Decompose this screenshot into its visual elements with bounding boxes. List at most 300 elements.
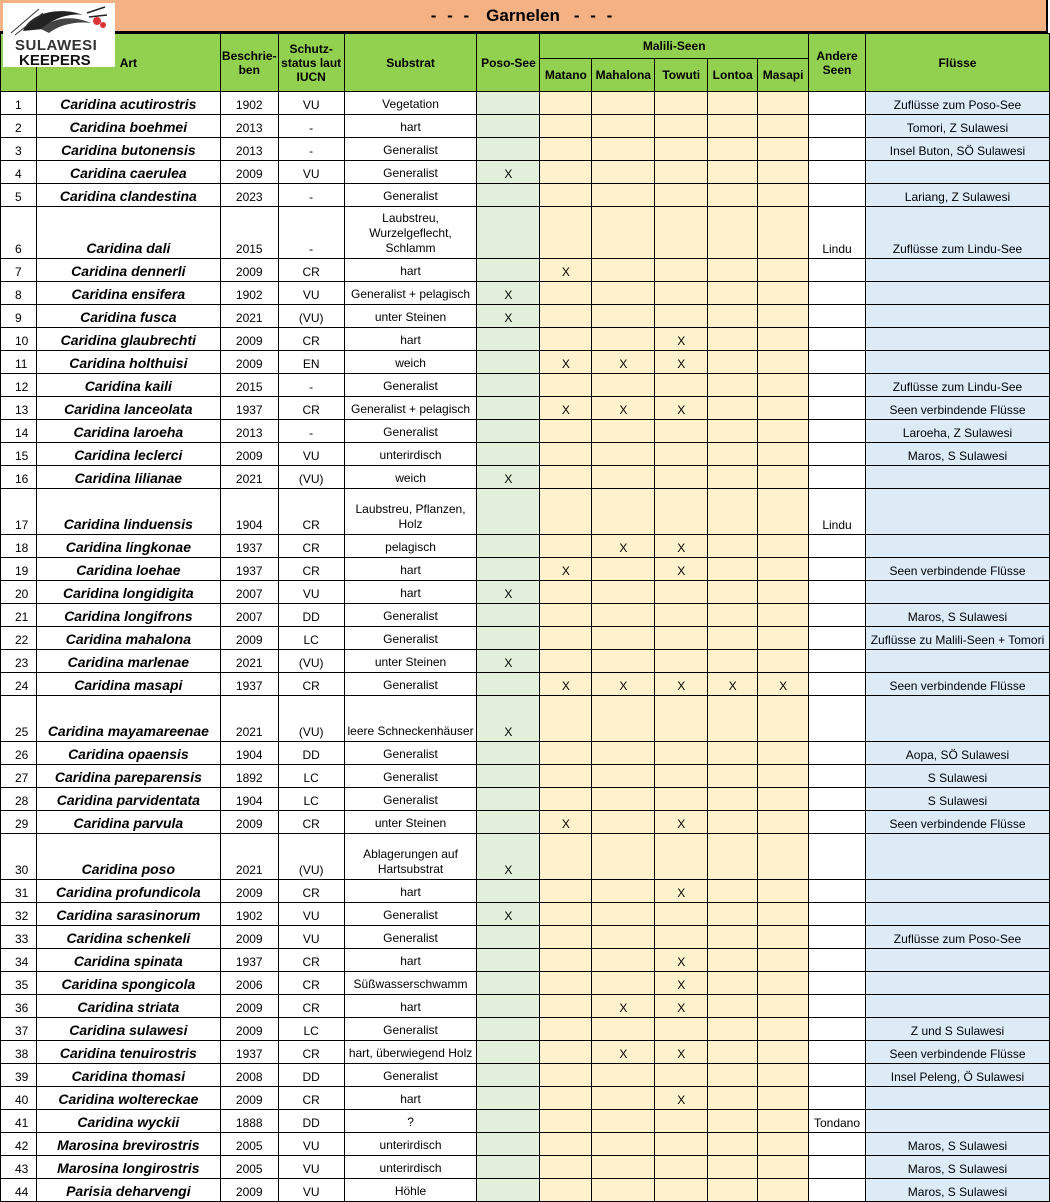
year-described: 2021 [220,466,278,489]
masapi-mark [758,581,809,604]
mahalona-mark [592,489,655,535]
substrate: hart [344,581,477,604]
year-described: 2021 [220,696,278,742]
matano-mark [540,581,592,604]
species-name: Caridina ensifera [36,282,220,305]
river: S Sulawesi [865,765,1049,788]
matano-mark [540,1156,592,1179]
masapi-mark [758,1133,809,1156]
species-name: Caridina wyckii [36,1110,220,1133]
other-lake [809,880,866,903]
row-number: 11 [1,351,37,374]
poso-see-mark [477,995,540,1018]
matano-mark [540,742,592,765]
year-described: 1937 [220,558,278,581]
table-row [1,282,1050,305]
other-lake [809,184,866,207]
poso-see-mark [477,207,540,259]
matano-mark [540,535,592,558]
mahalona-mark [592,305,655,328]
masapi-mark [758,788,809,811]
towuti-mark [655,466,708,489]
lontoa-mark [708,1041,758,1064]
substrate: ? [344,1110,477,1133]
masapi-mark [758,627,809,650]
matano-mark [540,92,592,115]
year-described: 2007 [220,604,278,627]
substrate: Generalist [344,627,477,650]
masapi-mark [758,351,809,374]
header-towuti: Towuti [655,59,708,92]
poso-see-mark [477,1156,540,1179]
iucn-status: LC [278,765,344,788]
masapi-mark [758,949,809,972]
header-art: Art [36,34,220,92]
other-lake [809,305,866,328]
species-name: Caridina leclerci [36,443,220,466]
year-described: 1904 [220,489,278,535]
header-poso-see: Poso-See [477,34,540,92]
towuti-mark [655,1110,708,1133]
substrate: weich [344,351,477,374]
header-beschrieben: Beschrie-ben [220,34,278,92]
iucn-status: VU [278,92,344,115]
species-name: Caridina sarasinorum [36,903,220,926]
iucn-status: - [278,115,344,138]
substrate: Generalist [344,742,477,765]
masapi-mark [758,115,809,138]
mahalona-mark [592,696,655,742]
masapi-mark [758,811,809,834]
lontoa-mark [708,926,758,949]
other-lake [809,903,866,926]
species-name: Caridina opaensis [36,742,220,765]
poso-see-mark [477,1041,540,1064]
header-substrat: Substrat [344,34,477,92]
lontoa-mark [708,535,758,558]
iucn-status: CR [278,1041,344,1064]
lontoa-mark [708,949,758,972]
iucn-status: CR [278,489,344,535]
poso-see-mark [477,1018,540,1041]
substrate: Generalist [344,1064,477,1087]
substrate: Generalist [344,604,477,627]
river [865,949,1049,972]
species-name: Caridina laroeha [36,420,220,443]
lontoa-mark [708,995,758,1018]
poso-see-mark [477,397,540,420]
table-row [1,949,1050,972]
iucn-status: (VU) [278,834,344,880]
towuti-mark [655,207,708,259]
river: Tomori, Z Sulawesi [865,115,1049,138]
towuti-mark [655,443,708,466]
matano-mark [540,1018,592,1041]
lontoa-mark [708,282,758,305]
other-lake [809,420,866,443]
lontoa-mark [708,972,758,995]
other-lake [809,834,866,880]
lontoa-mark [708,581,758,604]
lontoa-mark [708,558,758,581]
row-number: 7 [1,259,37,282]
year-described: 2009 [220,811,278,834]
mahalona-mark [592,972,655,995]
row-number: 42 [1,1133,37,1156]
substrate: Generalist + pelagisch [344,397,477,420]
table-row [1,696,1050,742]
masapi-mark [758,650,809,673]
row-number: 36 [1,995,37,1018]
species-name: Caridina mahalona [36,627,220,650]
masapi-mark [758,1156,809,1179]
matano-mark: X [540,811,592,834]
species-name: Caridina longidigita [36,581,220,604]
year-described: 2009 [220,1087,278,1110]
masapi-mark [758,420,809,443]
substrate: Ablagerungen auf Hartsubstrat [344,834,477,880]
substrate: Generalist [344,903,477,926]
masapi-mark [758,1110,809,1133]
substrate: Generalist [344,788,477,811]
river [865,972,1049,995]
masapi-mark [758,1179,809,1202]
poso-see-mark [477,138,540,161]
matano-mark [540,765,592,788]
row-number: 44 [1,1179,37,1202]
lontoa-mark [708,489,758,535]
row-number: 16 [1,466,37,489]
year-described: 1937 [220,535,278,558]
iucn-status: LC [278,788,344,811]
matano-mark [540,696,592,742]
iucn-status: CR [278,535,344,558]
substrate: Generalist [344,184,477,207]
matano-mark [540,995,592,1018]
river: Seen verbindende Flüsse [865,673,1049,696]
species-name: Caridina thomasi [36,1064,220,1087]
other-lake [809,282,866,305]
poso-see-mark [477,535,540,558]
masapi-mark [758,161,809,184]
table-row [1,535,1050,558]
table-row [1,443,1050,466]
iucn-status: VU [278,926,344,949]
row-number: 22 [1,627,37,650]
lontoa-mark [708,1018,758,1041]
matano-mark [540,115,592,138]
lontoa-mark [708,328,758,351]
poso-see-mark: X [477,696,540,742]
table-row [1,115,1050,138]
table-row [1,305,1050,328]
row-number: 30 [1,834,37,880]
other-lake [809,259,866,282]
towuti-mark [655,1156,708,1179]
row-number: 24 [1,673,37,696]
row-number: 8 [1,282,37,305]
logo-line-1: SULAWESI [15,37,98,54]
river [865,650,1049,673]
towuti-mark [655,161,708,184]
lontoa-mark [708,903,758,926]
row-number: 38 [1,1041,37,1064]
towuti-mark [655,1179,708,1202]
matano-mark: X [540,259,592,282]
mahalona-mark [592,765,655,788]
mahalona-mark [592,184,655,207]
mahalona-mark [592,328,655,351]
species-name: Caridina profundicola [36,880,220,903]
other-lake [809,581,866,604]
mahalona-mark [592,742,655,765]
river: Lariang, Z Sulawesi [865,184,1049,207]
year-described: 1902 [220,92,278,115]
iucn-status: DD [278,1110,344,1133]
species-name: Caridina parvula [36,811,220,834]
substrate: unter Steinen [344,811,477,834]
matano-mark: X [540,558,592,581]
species-name: Caridina butonensis [36,138,220,161]
mahalona-mark [592,282,655,305]
page-title: Garnelen [486,5,560,25]
substrate: Höhle [344,1179,477,1202]
species-name: Caridina acutirostris [36,92,220,115]
header-fluesse: Flüsse [865,34,1049,92]
row-number: 5 [1,184,37,207]
poso-see-mark [477,673,540,696]
towuti-mark [655,765,708,788]
river: Seen verbindende Flüsse [865,397,1049,420]
iucn-status: VU [278,161,344,184]
lontoa-mark [708,351,758,374]
masapi-mark [758,926,809,949]
river: Maros, S Sulawesi [865,604,1049,627]
river: Maros, S Sulawesi [865,1133,1049,1156]
lontoa-mark [708,1133,758,1156]
substrate: hart, überwiegend Holz [344,1041,477,1064]
year-described: 2009 [220,1179,278,1202]
row-number: 26 [1,742,37,765]
sulawesi-keepers-logo [3,3,115,67]
mahalona-mark [592,788,655,811]
other-lake [809,696,866,742]
river: Maros, S Sulawesi [865,1156,1049,1179]
matano-mark [540,1133,592,1156]
masapi-mark [758,92,809,115]
lontoa-mark [708,742,758,765]
matano-mark: X [540,673,592,696]
towuti-mark [655,282,708,305]
towuti-mark: X [655,811,708,834]
matano-mark [540,207,592,259]
lontoa-mark [708,1156,758,1179]
species-name: Caridina masapi [36,673,220,696]
row-number: 27 [1,765,37,788]
poso-see-mark: X [477,650,540,673]
species-name: Caridina holthuisi [36,351,220,374]
table-row [1,328,1050,351]
row-number: 3 [1,138,37,161]
towuti-mark: X [655,880,708,903]
species-name: Caridina caerulea [36,161,220,184]
other-lake [809,1018,866,1041]
mahalona-mark [592,207,655,259]
table-row [1,420,1050,443]
mahalona-mark [592,1133,655,1156]
masapi-mark [758,259,809,282]
matano-mark: X [540,397,592,420]
iucn-status: LC [278,1018,344,1041]
species-name: Caridina pareparensis [36,765,220,788]
iucn-status: VU [278,581,344,604]
mahalona-mark: X [592,397,655,420]
iucn-status: (VU) [278,305,344,328]
year-described: 2005 [220,1156,278,1179]
river [865,696,1049,742]
river [865,161,1049,184]
iucn-status: (VU) [278,650,344,673]
matano-mark [540,489,592,535]
river: Zuflüsse zum Poso-See [865,92,1049,115]
other-lake [809,1156,866,1179]
lontoa-mark [708,627,758,650]
river [865,535,1049,558]
iucn-status: VU [278,282,344,305]
iucn-status: DD [278,1064,344,1087]
poso-see-mark [477,374,540,397]
substrate: unterirdisch [344,1156,477,1179]
lontoa-mark [708,1064,758,1087]
year-described: 1904 [220,742,278,765]
species-name: Caridina spongicola [36,972,220,995]
towuti-mark: X [655,328,708,351]
towuti-mark: X [655,1041,708,1064]
substrate: Generalist [344,765,477,788]
lontoa-mark [708,161,758,184]
masapi-mark [758,903,809,926]
other-lake [809,351,866,374]
matano-mark [540,1064,592,1087]
year-described: 1902 [220,282,278,305]
matano-mark [540,650,592,673]
towuti-mark [655,1064,708,1087]
mahalona-mark [592,138,655,161]
year-described: 2013 [220,420,278,443]
river [865,328,1049,351]
table-row [1,926,1050,949]
lontoa-mark [708,443,758,466]
row-number: 35 [1,972,37,995]
iucn-status: LC [278,627,344,650]
river: Laroeha, Z Sulawesi [865,420,1049,443]
year-described: 1937 [220,1041,278,1064]
row-number: 25 [1,696,37,742]
river [865,489,1049,535]
other-lake [809,627,866,650]
poso-see-mark: X [477,834,540,880]
species-name: Caridina fusca [36,305,220,328]
iucn-status: - [278,207,344,259]
mahalona-mark [592,1179,655,1202]
lontoa-mark [708,696,758,742]
other-lake [809,765,866,788]
mahalona-mark: X [592,351,655,374]
table-row [1,558,1050,581]
other-lake [809,972,866,995]
towuti-mark: X [655,995,708,1018]
lontoa-mark [708,604,758,627]
iucn-status: CR [278,972,344,995]
species-name: Marosina longirostris [36,1156,220,1179]
masapi-mark [758,995,809,1018]
year-described: 1937 [220,397,278,420]
poso-see-mark [477,880,540,903]
river: Zuflüsse zu Malili-Seen + Tomori [865,627,1049,650]
table-row [1,374,1050,397]
river: S Sulawesi [865,788,1049,811]
header-malili-seen: Malili-Seen [540,34,809,59]
masapi-mark [758,742,809,765]
iucn-status: CR [278,811,344,834]
species-name: Caridina glaubrechti [36,328,220,351]
table-row [1,995,1050,1018]
species-name: Caridina lingkonae [36,535,220,558]
species-name: Caridina mayamareenae [36,696,220,742]
row-number: 15 [1,443,37,466]
poso-see-mark [477,1133,540,1156]
other-lake [809,328,866,351]
towuti-mark [655,903,708,926]
river [865,466,1049,489]
masapi-mark [758,880,809,903]
year-described: 1888 [220,1110,278,1133]
table-row [1,1018,1050,1041]
other-lake: Lindu [809,207,866,259]
matano-mark [540,1179,592,1202]
iucn-status: CR [278,558,344,581]
iucn-status: DD [278,604,344,627]
river [865,282,1049,305]
year-described: 1937 [220,949,278,972]
matano-mark [540,328,592,351]
mahalona-mark [592,627,655,650]
poso-see-mark [477,926,540,949]
row-number: 9 [1,305,37,328]
other-lake [809,397,866,420]
substrate: Laubstreu, Wurzelgeflecht, Schlamm [344,207,477,259]
poso-see-mark: X [477,903,540,926]
masapi-mark [758,765,809,788]
year-described: 2009 [220,995,278,1018]
species-name: Caridina dali [36,207,220,259]
towuti-mark [655,115,708,138]
poso-see-mark [477,1064,540,1087]
towuti-mark [655,1018,708,1041]
lontoa-mark [708,880,758,903]
mahalona-mark: X [592,535,655,558]
poso-see-mark [477,184,540,207]
towuti-mark [655,627,708,650]
iucn-status: (VU) [278,466,344,489]
substrate: Generalist [344,138,477,161]
year-described: 2006 [220,972,278,995]
table-row [1,1041,1050,1064]
row-number: 20 [1,581,37,604]
table-row [1,1087,1050,1110]
mahalona-mark: X [592,1041,655,1064]
table-row [1,1156,1050,1179]
